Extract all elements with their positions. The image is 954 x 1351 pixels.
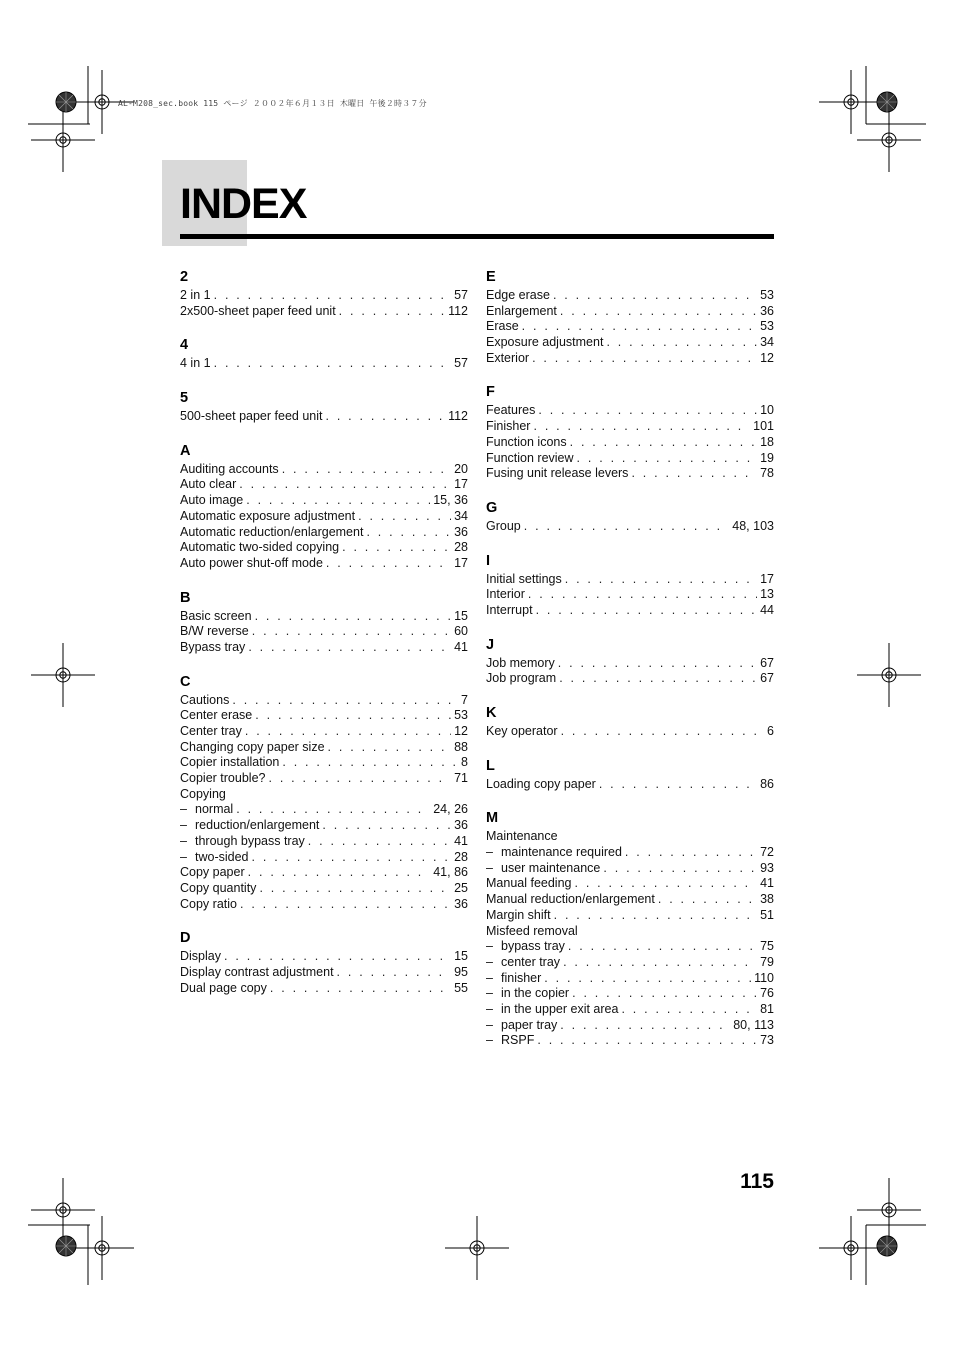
section-letter: 5	[180, 390, 189, 407]
subentry-dash: –	[486, 970, 493, 985]
index-entry	[486, 908, 774, 924]
index-subentry	[180, 802, 468, 818]
index-term: Exterior	[486, 350, 530, 365]
dot-leader	[255, 609, 452, 625]
index-subentry	[486, 845, 774, 861]
index-subentry	[486, 861, 774, 877]
index-entry	[486, 572, 774, 588]
index-page-ref: 55	[454, 980, 468, 995]
dot-leader	[559, 671, 757, 687]
index-page-ref: 17	[454, 555, 468, 570]
index-page-ref: 79	[760, 954, 774, 969]
index-term: Maintenance	[486, 829, 558, 844]
index-term: Cautions	[180, 692, 230, 707]
dot-leader	[544, 971, 751, 987]
index-entry	[486, 319, 774, 335]
index-page-ref: 76	[760, 986, 774, 1001]
dot-leader	[248, 865, 431, 881]
index-term: Auto power shut-off mode	[180, 555, 323, 570]
page-title: INDEX	[180, 180, 307, 228]
dot-leader	[325, 409, 445, 425]
index-term: Group	[486, 518, 521, 533]
index-term: Automatic exposure adjustment	[180, 508, 356, 523]
index-entry	[486, 419, 774, 435]
dot-leader	[524, 519, 730, 535]
index-page-ref: 15, 36	[433, 493, 468, 508]
dot-leader	[554, 908, 757, 924]
index-entry	[180, 949, 468, 965]
subentry-dash: –	[486, 1017, 493, 1032]
index-page-ref: 19	[760, 450, 774, 465]
dot-leader	[528, 587, 757, 603]
index-term: reduction/enlargement	[195, 818, 320, 833]
section-letter: D	[180, 930, 191, 947]
subentry-dash: –	[486, 954, 493, 969]
index-term: 2 in 1	[180, 288, 211, 302]
index-term: Copier installation	[180, 755, 280, 770]
index-page-ref: 95	[454, 964, 468, 979]
dot-leader	[599, 777, 757, 793]
index-term: Fusing unit release levers	[486, 466, 629, 481]
index-entry	[180, 740, 468, 756]
index-term: Function review	[486, 450, 574, 465]
index-term: Enlargement	[486, 303, 557, 318]
index-page-ref: 110	[754, 970, 774, 985]
index-term: Basic screen	[180, 608, 252, 623]
index-page-ref: 7	[461, 692, 468, 707]
index-page-ref: 93	[760, 860, 774, 875]
dot-leader	[606, 335, 757, 351]
dot-leader	[236, 802, 430, 818]
index-entry	[486, 403, 774, 419]
index-term: Dual page copy	[180, 980, 267, 995]
index-page-ref: 12	[760, 350, 774, 365]
index-subentry	[486, 971, 774, 987]
index-page-ref: 36	[454, 818, 468, 833]
index-term: Display contrast adjustment	[180, 964, 334, 979]
index-page-ref: 28	[454, 849, 468, 864]
index-page-ref: 51	[760, 907, 774, 922]
index-page-ref: 36	[454, 524, 468, 539]
index-term: maintenance required	[501, 845, 622, 860]
index-subentry	[180, 818, 468, 834]
index-page-ref: 41, 86	[433, 865, 468, 880]
index-entry	[180, 304, 468, 320]
index-term: Interrupt	[486, 602, 533, 617]
dot-leader	[240, 897, 451, 913]
index-section	[180, 673, 468, 913]
index-page-ref: 60	[454, 624, 468, 639]
title-divider	[180, 234, 774, 239]
dot-leader	[577, 451, 758, 467]
dot-leader	[282, 755, 458, 771]
index-subentry	[486, 1002, 774, 1018]
index-page-ref: 24, 26	[433, 802, 468, 817]
dot-leader	[214, 356, 452, 372]
index-section	[486, 268, 774, 366]
index-term: Auto clear	[180, 477, 237, 492]
subentry-dash: –	[486, 1033, 493, 1048]
index-term: normal	[195, 802, 234, 817]
section-letter: E	[486, 269, 496, 285]
dot-leader	[366, 525, 451, 541]
index-entry	[180, 509, 468, 525]
index-section	[486, 552, 774, 619]
index-term: Copy paper	[180, 865, 245, 880]
index-term: Copy quantity	[180, 880, 257, 895]
index-page-ref: 72	[760, 845, 774, 860]
dot-leader	[563, 955, 757, 971]
index-entry	[486, 777, 774, 793]
index-page-ref: 88	[454, 739, 468, 754]
index-entry	[486, 724, 774, 740]
index-term: in the copier	[501, 986, 570, 1001]
index-page-ref: 53	[760, 319, 774, 334]
index-entry	[486, 671, 774, 687]
section-letter: L	[486, 757, 495, 774]
index-term: Interior	[486, 587, 525, 602]
index-term: Center erase	[180, 708, 253, 723]
dot-leader	[342, 540, 451, 556]
dot-leader	[224, 949, 451, 965]
section-letter: A	[180, 442, 191, 459]
index-page-ref: 75	[760, 939, 774, 954]
index-entry	[180, 708, 468, 724]
dot-leader	[572, 986, 757, 1002]
index-page-ref: 25	[454, 880, 468, 895]
index-term: Copying	[180, 786, 226, 801]
index-entry	[180, 981, 468, 997]
dot-leader	[232, 693, 458, 709]
index-section	[180, 442, 468, 572]
index-section	[180, 336, 468, 372]
dot-leader	[245, 724, 451, 740]
index-entry	[486, 466, 774, 482]
dot-leader	[574, 876, 757, 892]
index-term: Copy ratio	[180, 896, 237, 911]
index-subentry	[486, 1018, 774, 1034]
index-page-ref: 41	[454, 833, 468, 848]
dot-leader	[536, 603, 758, 619]
index-entry	[180, 525, 468, 541]
index-entry	[486, 335, 774, 351]
index-term: Erase	[486, 319, 519, 334]
dot-leader	[214, 288, 452, 304]
index-entry	[486, 304, 774, 320]
index-subentry	[486, 955, 774, 971]
dot-leader	[558, 656, 757, 672]
dot-leader	[568, 939, 757, 955]
subentry-dash: –	[180, 818, 187, 833]
index-term: Display	[180, 949, 221, 964]
index-section	[486, 383, 774, 481]
section-letter: G	[486, 499, 498, 516]
index-term: bypass tray	[501, 939, 565, 954]
dot-leader	[561, 724, 764, 740]
index-term: Initial settings	[486, 571, 562, 586]
index-page-ref: 57	[454, 356, 468, 371]
index-term: Features	[486, 403, 536, 418]
index-subentry	[486, 1033, 774, 1049]
dot-leader	[537, 1033, 757, 1049]
index-page-ref: 13	[760, 587, 774, 602]
section-letter: M	[486, 810, 499, 827]
index-term: Loading copy paper	[486, 776, 596, 791]
index-entry	[486, 892, 774, 908]
index-term: Misfeed removal	[486, 923, 578, 938]
index-entry	[180, 693, 468, 709]
dot-leader	[326, 556, 451, 572]
dot-leader	[248, 640, 451, 656]
index-entry	[180, 556, 468, 572]
index-page-ref: 34	[760, 335, 774, 350]
dot-leader	[246, 493, 430, 509]
dot-leader	[358, 509, 451, 525]
index-entry	[180, 881, 468, 897]
section-letter: 4	[180, 337, 189, 354]
index-term: RSPF	[501, 1033, 535, 1048]
dot-leader	[533, 419, 750, 435]
index-page-ref: 44	[760, 602, 774, 617]
dot-leader	[658, 892, 757, 908]
index-column-left	[180, 268, 468, 1013]
index-term: B/W reverse	[180, 624, 249, 639]
dot-leader	[239, 477, 451, 493]
index-entry	[180, 493, 468, 509]
index-page-ref: 78	[760, 466, 774, 481]
index-term: Center tray	[180, 724, 242, 738]
dot-leader	[339, 304, 445, 320]
index-page-ref: 17	[454, 477, 468, 492]
index-term: Margin shift	[486, 907, 551, 922]
index-entry	[180, 787, 468, 803]
index-entry	[180, 356, 468, 372]
index-entry	[486, 656, 774, 672]
index-term: 2x500-sheet paper feed unit	[180, 303, 336, 318]
index-section	[180, 589, 468, 656]
section-letter: K	[486, 705, 497, 721]
index-term: Finisher	[486, 419, 531, 434]
index-entry	[180, 865, 468, 881]
index-page-ref: 81	[760, 1001, 774, 1016]
subentry-dash: –	[180, 849, 187, 864]
index-entry	[486, 829, 774, 845]
section-letter: F	[486, 384, 495, 401]
subentry-dash: –	[486, 986, 493, 1001]
dot-leader	[565, 572, 757, 588]
index-entry	[486, 351, 774, 367]
subentry-dash: –	[486, 845, 493, 860]
dot-leader	[308, 834, 451, 850]
dot-leader	[268, 771, 451, 787]
index-section	[486, 636, 774, 687]
index-entry	[486, 451, 774, 467]
index-entry	[180, 462, 468, 478]
index-subentry	[486, 939, 774, 955]
index-term: paper tray	[501, 1017, 558, 1032]
section-letter: J	[486, 636, 495, 653]
index-page-ref: 67	[760, 671, 774, 686]
index-page-ref: 6	[767, 724, 774, 738]
index-page-ref: 17	[760, 571, 774, 586]
index-page-ref: 53	[454, 708, 468, 723]
index-entry	[486, 435, 774, 451]
index-term: Bypass tray	[180, 639, 246, 654]
index-term: in the upper exit area	[501, 1001, 619, 1016]
index-page-ref: 34	[454, 508, 468, 523]
index-term: through bypass tray	[195, 833, 305, 848]
dot-leader	[252, 850, 452, 866]
index-page-ref: 101	[753, 419, 774, 434]
index-term: user maintenance	[501, 860, 601, 875]
index-section	[486, 757, 774, 793]
index-page-ref: 71	[454, 771, 468, 786]
index-entry	[180, 477, 468, 493]
index-entry	[180, 640, 468, 656]
index-page-ref: 36	[454, 896, 468, 911]
index-term: Auditing accounts	[180, 461, 279, 476]
index-term: Key operator	[486, 724, 558, 738]
index-section	[180, 268, 468, 319]
dot-leader	[328, 740, 452, 756]
index-term: Job memory	[486, 655, 555, 670]
index-term: center tray	[501, 954, 561, 969]
index-subentry	[180, 850, 468, 866]
index-page-ref: 12	[454, 724, 468, 738]
index-entry	[180, 609, 468, 625]
index-entry	[486, 519, 774, 535]
index-entry	[486, 876, 774, 892]
dot-leader	[252, 624, 451, 640]
section-letter: C	[180, 673, 191, 690]
index-term: Exposure adjustment	[486, 335, 604, 350]
section-letter: 2	[180, 269, 189, 285]
dot-leader	[337, 965, 452, 981]
index-page-ref: 38	[760, 892, 774, 907]
index-entry	[180, 624, 468, 640]
dot-leader	[522, 319, 757, 335]
index-entry	[486, 288, 774, 304]
page-number: 115	[740, 1170, 774, 1193]
dot-leader	[570, 435, 757, 451]
index-entry	[180, 288, 468, 304]
subentry-dash: –	[486, 1001, 493, 1016]
dot-leader	[560, 304, 757, 320]
print-file-info: AL-M208_sec.book 115 ページ ２００２年６月１３日 木曜日 午後２時３７分	[118, 99, 427, 108]
section-letter: I	[486, 552, 491, 569]
index-page-ref: 18	[760, 434, 774, 449]
index-term: Function icons	[486, 434, 567, 449]
index-section	[180, 929, 468, 996]
index-term: Job program	[486, 671, 557, 686]
subentry-dash: –	[486, 939, 493, 954]
dot-leader	[560, 1018, 730, 1034]
index-term: two-sided	[195, 849, 249, 864]
index-entry	[486, 603, 774, 619]
dot-leader	[270, 981, 451, 997]
index-entry	[180, 540, 468, 556]
index-term: Manual reduction/enlargement	[486, 892, 655, 907]
index-subentry	[180, 834, 468, 850]
dot-leader	[532, 351, 757, 367]
subentry-dash: –	[180, 833, 187, 848]
index-term: Automatic reduction/enlargement	[180, 524, 364, 539]
index-section	[486, 809, 774, 1049]
dot-leader	[631, 466, 757, 482]
index-entry	[486, 587, 774, 603]
index-term: Manual feeding	[486, 876, 572, 891]
index-entry	[486, 924, 774, 940]
index-term: Copier trouble?	[180, 771, 266, 786]
dot-leader	[255, 708, 451, 724]
index-page-ref: 15	[454, 949, 468, 964]
index-entry	[180, 755, 468, 771]
index-page-ref: 20	[454, 461, 468, 476]
index-page-ref: 67	[760, 655, 774, 670]
index-page-ref: 112	[448, 303, 468, 318]
index-term: Automatic two-sided copying	[180, 540, 340, 555]
dot-leader	[621, 1002, 757, 1018]
index-term: Edge erase	[486, 288, 550, 302]
index-page-ref: 112	[448, 409, 468, 424]
index-page-ref: 53	[760, 288, 774, 302]
index-term: Auto image	[180, 493, 244, 508]
index-page-ref: 41	[760, 876, 774, 891]
index-term: 4 in 1	[180, 356, 211, 371]
subentry-dash: –	[180, 802, 187, 817]
index-page-ref: 15	[454, 608, 468, 623]
index-section	[486, 704, 774, 740]
index-page-ref: 48, 103	[732, 518, 774, 533]
index-term: Changing copy paper size	[180, 739, 325, 754]
index-entry	[180, 724, 468, 740]
index-column-right	[486, 268, 774, 1066]
dot-leader	[603, 861, 757, 877]
dot-leader	[625, 845, 757, 861]
index-page-ref: 57	[454, 288, 468, 302]
index-entry	[180, 771, 468, 787]
index-entry	[180, 965, 468, 981]
index-page-ref: 8	[461, 755, 468, 770]
index-page-ref: 28	[454, 540, 468, 555]
index-subentry	[486, 986, 774, 1002]
dot-leader	[259, 881, 451, 897]
index-page-ref: 80, 113	[733, 1017, 774, 1032]
dot-leader	[282, 462, 451, 478]
dot-leader	[553, 288, 757, 304]
index-term: finisher	[501, 970, 542, 985]
dot-leader	[538, 403, 757, 419]
subentry-dash: –	[486, 860, 493, 875]
index-entry	[180, 409, 468, 425]
index-entry	[180, 897, 468, 913]
index-page-ref: 36	[760, 303, 774, 318]
index-section	[486, 499, 774, 535]
section-letter: B	[180, 589, 191, 606]
index-page-ref: 10	[760, 403, 774, 418]
dot-leader	[322, 818, 451, 834]
index-section	[180, 389, 468, 425]
index-page-ref: 86	[760, 776, 774, 791]
index-page-ref: 41	[454, 639, 468, 654]
index-page-ref: 73	[760, 1033, 774, 1048]
index-term: 500-sheet paper feed unit	[180, 409, 323, 424]
